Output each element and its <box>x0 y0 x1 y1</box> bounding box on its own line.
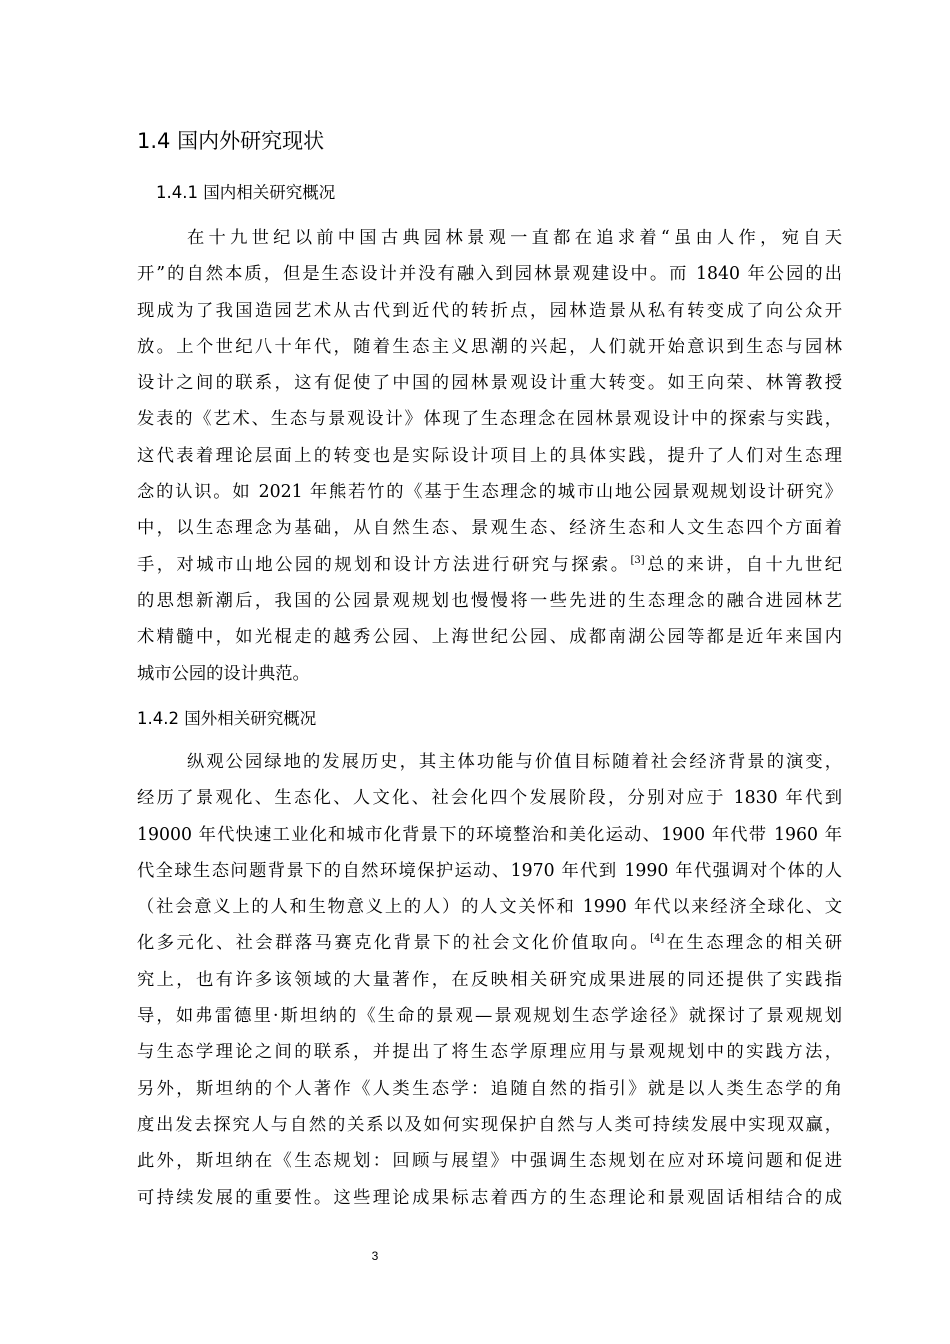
text-line: 此外，斯坦纳在《生态规划：回顾与展望》中强调生态规划在应对环境问题和促进 <box>137 1151 842 1172</box>
paragraph-foreign-research <box>137 744 842 1216</box>
text-line: 可持续发展的重要性。这些理论成果标志着西方的生态理论和景观固话相结合的成 <box>137 1187 842 1208</box>
text-line: 导，如弗雷德里·斯坦纳的《生命的景观—景观规划生态学途径》就探讨了景观规划 <box>137 1006 842 1027</box>
text-line: 纵观公园绿地的发展历史，其主体功能与价值目标随着社会经济背景的演变， <box>187 752 842 772</box>
text-line: 度出发去探究人与自然的关系以及如何实现保护自然与人类可持续发展中实现双赢， <box>137 1114 842 1135</box>
text-line: 经历了景观化、生态化、人文化、社会化四个发展阶段，分别对应于 1830 年代到 <box>137 788 842 809</box>
text-line: 现成为了我国造园艺术从古代到近代的转折点，园林造景从私有转变成了向公众开 <box>137 300 842 321</box>
text-line: 设计之间的联系，这有促使了中国的园林景观设计重大转变。如王向荣、林箐教授 <box>137 373 842 394</box>
subsection-heading-foreign: 1.4.2 国外相关研究概况 <box>137 709 317 728</box>
text-line: 发表的《艺术、生态与景观设计》体现了生态理念在园林景观设计中的探索与实践， <box>137 409 842 430</box>
text-line: 放。上个世纪八十年代，随着生态主义思潮的兴起，人们就开始意识到生态与园林 <box>137 336 842 357</box>
text-line: 城市公园的设计典范。 <box>137 663 310 684</box>
text-line: 手，对城市山地公园的规划和设计方法进行研究与探索。[3]总的来讲，自十九世纪 <box>137 554 842 575</box>
text-line: 中，以生态理念为基础，从自然生态、景观生态、经济生态和人文生态四个方面着 <box>137 518 842 539</box>
text-line: 究上，也有许多该领域的大量著作，在反映相关研究成果进展的同还提供了实践指 <box>137 969 842 990</box>
citation-marker: [3] <box>630 554 645 566</box>
text-line: 化多元化、社会群落马赛克化背景下的社会文化价值取向。[4]在生态理念的相关研 <box>137 933 842 954</box>
text-line: 念的认识。如 2021 年熊若竹的《基于生态理念的城市山地公园景观规划设计研究》 <box>137 482 842 503</box>
text-line: 术精髓中，如光棍走的越秀公园、上海世纪公园、成都南湖公园等都是近年来国内 <box>137 627 842 648</box>
text-line: 代全球生态问题背景下的自然环境保护运动、1970 年代到 1990 年代强调对个体的人 <box>137 860 842 881</box>
citation-marker: [4] <box>650 933 665 945</box>
text-line: 在十九世纪以前中国古典园林景观一直都在追求着“虽由人作，宛自天 <box>187 228 842 248</box>
text-line: 与生态学理论之间的联系，并提出了将生态学原理应用与景观规划中的实践方法， <box>137 1042 842 1063</box>
subsection-heading-domestic: 1.4.1 国内相关研究概况 <box>156 183 336 202</box>
paragraph-domestic-research <box>137 220 842 692</box>
text-line: 开”的自然本质，但是生态设计并没有融入到园林景观建设中。而 1840 年公园的出 <box>137 264 842 285</box>
text-line: 另外，斯坦纳的个人著作《人类生态学：追随自然的指引》就是以人类生态学的角 <box>137 1078 842 1099</box>
text-line: （社会意义上的人和生物意义上的人）的人文关怀和 1990 年代以来经济全球化、文 <box>137 897 842 918</box>
page-number: 3 <box>371 1249 379 1263</box>
text-line: 的思想新潮后，我国的公园景观规划也慢慢将一些先进的生态理念的融合进园林艺 <box>137 590 842 611</box>
text-line: 这代表着理论层面上的转变也是实际设计项目上的具体实践，提升了人们对生态理 <box>137 445 842 466</box>
text-line: 19000 年代快速工业化和城市化背景下的环境整治和美化运动、1900 年代带 1960 年 <box>137 824 842 845</box>
section-heading: 1.4 国内外研究现状 <box>137 129 325 153</box>
